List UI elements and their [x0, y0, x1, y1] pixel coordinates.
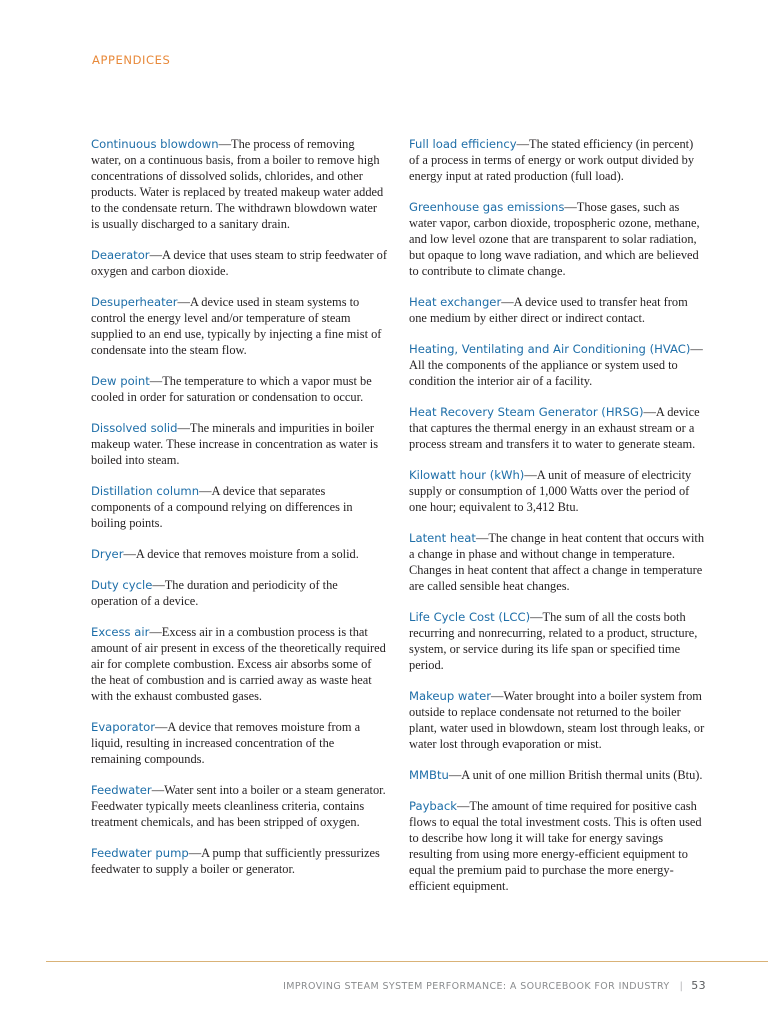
glossary-entry [91, 546, 387, 562]
glossary-definition: —The amount of time required for positive cash flows to equal the total investment costs. This is often used to describe how long it will take for energy savings resulting from using more energy-efficient equipment to equal the premium paid to purchase the more energy-efficient equipment. [409, 799, 702, 893]
glossary-definition: —The duration and periodicity of the operation of a device. [91, 578, 338, 608]
glossary-entry [91, 294, 387, 358]
glossary-term: Deaerator [91, 248, 150, 262]
glossary-entry [409, 767, 705, 783]
glossary-entry [91, 577, 387, 609]
glossary-term: Feedwater [91, 783, 152, 797]
glossary-term: Kilowatt hour (kWh) [409, 468, 525, 482]
glossary-entry [91, 373, 387, 405]
glossary-entry [409, 530, 705, 594]
glossary-entry [91, 483, 387, 531]
glossary-entry [409, 404, 705, 452]
glossary-definition: —Those gases, such as water vapor, carbon dioxide, tropospheric ozone, methane, and low level ozone that are transparent to solar radiation, but opaque to long wave radiation, and which are believed to contribute to climate change. [409, 200, 700, 278]
glossary-term: Excess air [91, 625, 150, 639]
glossary-entry [409, 136, 705, 184]
glossary-entry [91, 845, 387, 877]
glossary-term: Desuperheater [91, 295, 178, 309]
glossary-definition: —A unit of one million British thermal units (Btu). [448, 768, 703, 782]
glossary-term: Feedwater pump [91, 846, 189, 860]
section-header: APPENDICES [92, 53, 171, 67]
glossary-definition: —The minerals and impurities in boiler makeup water. These increase in concentration as water is boiled into steam. [91, 421, 379, 467]
glossary-definition: —A device that separates components of a compound relying on differences in boiling points. [91, 484, 353, 530]
glossary-definition: —Excess air in a combustion process is that amount of air present in excess of the theoretically required air for complete combustion. Excess air absorbs some of the heat of combustion and is carried away as waste heat with the exhaust combusted gases. [91, 625, 386, 703]
glossary-definition: —A device that removes moisture from a liquid, resulting in increased concentration of the remaining compounds. [91, 720, 361, 766]
glossary-entry [91, 782, 387, 830]
glossary-definition: —A device used to transfer heat from one medium by either direct or indirect contact. [409, 295, 688, 325]
glossary-definition: —A device that captures the thermal energy in an exhaust stream or a process stream and transfers it to water to generate steam. [409, 405, 700, 451]
footer-title: IMPROVING STEAM SYSTEM PERFORMANCE: A SOURCEBOOK FOR INDUSTRY [283, 981, 670, 992]
glossary-term: Makeup water [409, 689, 491, 703]
glossary-term: Life Cycle Cost (LCC) [409, 610, 531, 624]
glossary-definition: —The temperature to which a vapor must be cooled in order for saturation or condensation to occur. [91, 374, 372, 404]
glossary-entry [91, 247, 387, 279]
glossary-term: Evaporator [91, 720, 156, 734]
glossary-entry [409, 199, 705, 279]
glossary-entry [409, 294, 705, 326]
glossary-right-column [409, 136, 705, 909]
glossary-term: Heating, Ventilating and Air Conditioning (HVAC) [409, 342, 691, 356]
glossary-entry [409, 467, 705, 515]
glossary-term: Latent heat [409, 531, 476, 545]
glossary-term: Dryer [91, 547, 124, 561]
glossary-term: Continuous blowdown [91, 137, 219, 151]
glossary-term: Duty cycle [91, 578, 153, 592]
glossary-entry [409, 688, 705, 752]
glossary-definition: —The change in heat content that occurs with a change in phase and without change in temperature. Changes in heat content that affect a change in temperature are called sensible heat changes. [409, 531, 705, 593]
glossary-term: Full load efficiency [409, 137, 517, 151]
glossary-term: MMBtu [409, 768, 449, 782]
glossary-definition: —The process of removing water, on a continuous basis, from a boiler to remove high concentrations of dissolved solids, chlorides, and other products. Water is replaced by treated makeup water added to the condensate return. The withdrawn blowdown water is usually discharged to a sanitary drain. [91, 137, 384, 231]
glossary-entry [91, 420, 387, 468]
glossary-definition: —Water brought into a boiler system from outside to replace condensate not returned to the boiler plant, water used in blowdown, steam lost through leaks, or water lost through evaporation or mist. [409, 689, 705, 751]
glossary-definition: —A unit of measure of electricity supply or consumption of 1,000 Watts over the period of one hour; equivalent to 3,412 Btu. [409, 468, 692, 514]
glossary-definition: —The sum of all the costs both recurring and nonrecurring, related to a product, structure, system, or service during its life span or specified time period. [409, 610, 698, 672]
glossary-term: Payback [409, 799, 457, 813]
glossary-definition: —A device that removes moisture from a solid. [123, 547, 359, 561]
glossary-term: Dew point [91, 374, 150, 388]
glossary-term: Dissolved solid [91, 421, 178, 435]
glossary-definition: —A device that uses steam to strip feedwater of oxygen and carbon dioxide. [91, 248, 387, 278]
glossary-definition: —A pump that sufficiently pressurizes feedwater to supply a boiler or generator. [91, 846, 380, 876]
glossary-entry [409, 609, 705, 673]
glossary-entry [409, 341, 705, 389]
page-footer [283, 979, 706, 992]
glossary-left-column [91, 136, 387, 892]
glossary-entry [91, 136, 387, 232]
glossary-term: Greenhouse gas emissions [409, 200, 565, 214]
glossary-term: Heat Recovery Steam Generator (HRSG) [409, 405, 644, 419]
glossary-entry [409, 798, 705, 894]
glossary-term: Distillation column [91, 484, 200, 498]
footer-separator: | [679, 981, 684, 992]
page-number: 53 [691, 979, 706, 992]
glossary-definition: —The stated efficiency (in percent) of a process in terms of energy or work output divided by energy input at rated production (full load). [409, 137, 695, 183]
glossary-definition: —All the components of the appliance or system used to condition the interior air of a facility. [409, 342, 703, 388]
glossary-entry [91, 719, 387, 767]
glossary-entry [91, 624, 387, 704]
glossary-term: Heat exchanger [409, 295, 502, 309]
glossary-definition: —A device used in steam systems to control the energy level and/or temperature of steam supplied to an end use, typically by injecting a fine mist of condensate into the steam flow. [91, 295, 382, 357]
glossary-definition: —Water sent into a boiler or a steam generator. Feedwater typically meets cleanliness criteria, contains treatment chemicals, and has been stripped of oxygen. [91, 783, 386, 829]
footer-rule [46, 961, 768, 962]
